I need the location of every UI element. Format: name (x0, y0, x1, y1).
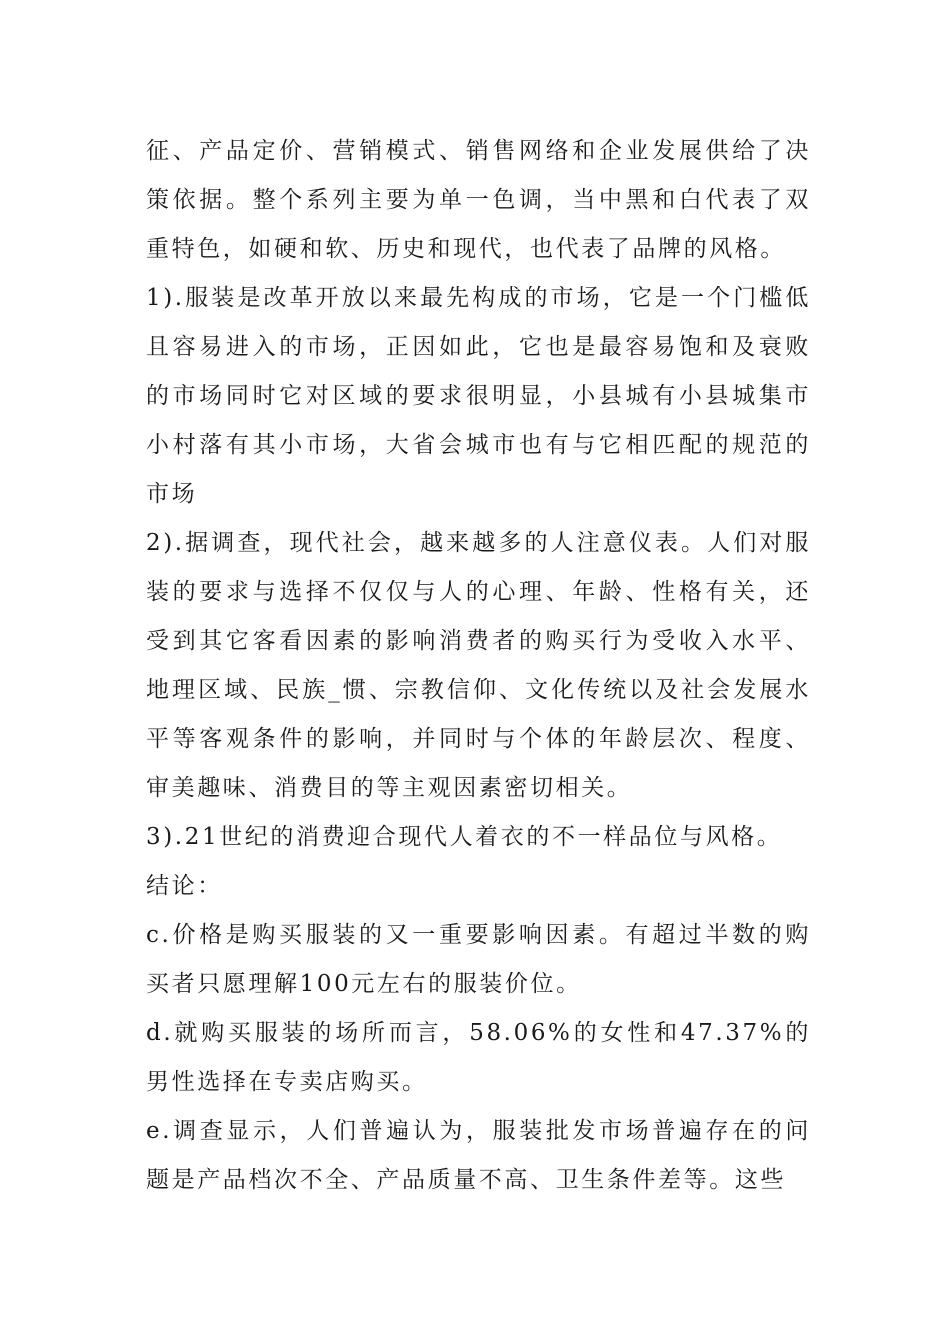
conclusion-item-c: c.价格是购买服装的又一重要影响因素。有超过半数的购买者只愿理解100元左右的服装价位。 (146, 922, 811, 997)
conclusion-item-d: d.就购买服装的场所而言，58.06%的女性和47.37%的男性选择在专卖店购买。 (146, 1020, 811, 1095)
paragraph-point-2: 2).据调查，现代社会，越来越多的人注意仪表。人们对服装的要求与选择不仅仅与人的心理、年龄、性格有关，还受到其它客看因素的影响消费者的购买行为受收入水平、地理区域、民族_惯、宗教信仰、文化传统以及社会发展水平等客观条件的影响，并同时与个体的年龄层次、程度、审美趣味、消费目的等主观因素密切相关。 (146, 530, 811, 801)
document-page (146, 127, 811, 1205)
paragraph-intro-continued: 征、产品定价、营销模式、销售网络和企业发展供给了决策依据。整个系列主要为单一色调，当中黑和白代表了双重特色，如硬和软、历史和现代，也代表了品牌的风格。 (146, 138, 811, 262)
conclusion-heading: 结论： (146, 873, 223, 899)
conclusion-item-e: e.调查显示，人们普遍认为，服装批发市场普遍存在的问题是产品档次不全、产品质量不高、卫生条件差等。这些 (146, 1118, 811, 1193)
paragraph-point-1: 1).服装是改革开放以来最先构成的市场，它是一个门槛低且容易进入的市场，正因如此，它也是最容易饱和及衰败的市场同时它对区域的要求很明显，小县城有小县城集市小村落有其小市场，大省会城市也有与它相匹配的规范的市场 (146, 285, 811, 507)
paragraph-point-3: 3).21世纪的消费迎合现代人着衣的不一样品位与风格。 (146, 824, 783, 850)
